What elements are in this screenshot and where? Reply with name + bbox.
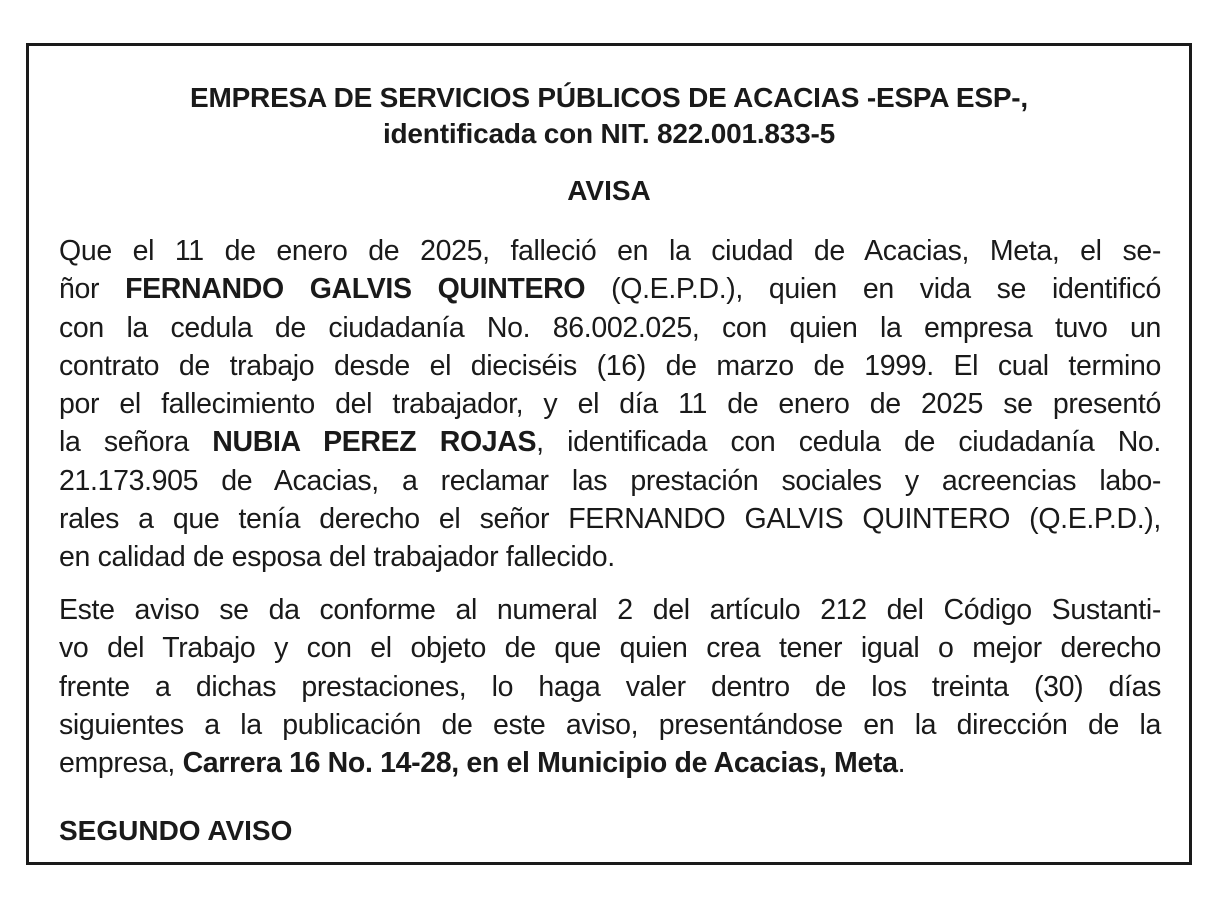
text-line: por el fallecimiento del trabajador, y el día 11 de enero de 2025 se presentó bbox=[59, 388, 1161, 421]
text-line: frente a dichas prestaciones, lo haga valer dentro de los treinta (30) días bbox=[59, 670, 1161, 703]
paragraph-legal-basis bbox=[59, 591, 1161, 782]
notice-frame bbox=[26, 43, 1192, 865]
text-line: siguientes a la publicación de este aviso, presentándose en la dirección de la bbox=[59, 708, 1161, 741]
company-address: Carrera 16 No. 14-28, en el Municipio de Acacias, Meta bbox=[182, 747, 898, 780]
text-line: empresa, Carrera 16 No. 14-28, en el Municipio de Acacias, Meta. bbox=[59, 747, 906, 780]
text-line: ñor FERNANDO GALVIS QUINTERO (Q.E.P.D.), quien en vida se identificó bbox=[59, 273, 1161, 306]
claimant-name: NUBIA PEREZ ROJAS bbox=[212, 426, 537, 459]
text-line: en calidad de esposa del trabajador fallecido. bbox=[59, 541, 615, 574]
text-line: rales a que tenía derecho el señor FERNANDO GALVIS QUINTERO (Q.E.P.D.), bbox=[59, 503, 1161, 536]
paragraph-announcement bbox=[59, 232, 1161, 577]
text-line: Que el 11 de enero de 2025, falleció en la ciudad de Acacias, Meta, el se- bbox=[59, 235, 1161, 267]
company-nit: identificada con NIT. 822.001.833-5 bbox=[382, 118, 836, 149]
company-name: EMPRESA DE SERVICIOS PÚBLICOS DE ACACIAS -ESPA ESP-, bbox=[189, 82, 1029, 113]
text-line: vo del Trabajo y con el objeto de que quien crea tener igual o mejor derecho bbox=[59, 632, 1161, 665]
deceased-name: FERNANDO GALVIS QUINTERO bbox=[125, 273, 586, 306]
text-line: contrato de trabajo desde el dieciséis (16) de marzo de 1999. El cual termino bbox=[59, 349, 1161, 382]
notice-title: AVISA bbox=[567, 175, 651, 206]
text-line: con la cedula de ciudadanía No. 86.002.025, con quien la empresa tuvo un bbox=[59, 311, 1161, 344]
notice-header bbox=[29, 80, 1189, 152]
notice-footer: SEGUNDO AVISO bbox=[59, 815, 293, 846]
text-line: 21.173.905 de Acacias, a reclamar las prestación sociales y acreencias labo- bbox=[59, 464, 1161, 497]
text-line: la señora NUBIA PEREZ ROJAS, identificada con cedula de ciudadanía No. bbox=[59, 426, 1161, 459]
text-line: Este aviso se da conforme al numeral 2 del artículo 212 del Código Sustanti- bbox=[59, 594, 1161, 626]
